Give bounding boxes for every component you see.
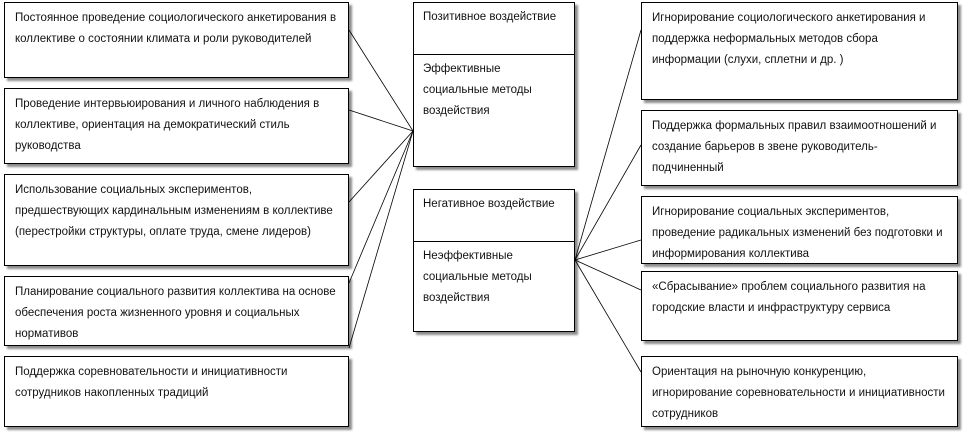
connector-line — [575, 260, 641, 372]
right-box-ignore-survey — [641, 2, 958, 100]
right-box-formal-rules — [641, 110, 958, 186]
right-box-shifting-problems — [641, 271, 958, 341]
right-box-ignore-experiments — [641, 196, 958, 264]
connector-line — [349, 30, 413, 131]
connector-line — [349, 131, 413, 348]
left-box-text: Поддержка соревновательности и инициативности сотрудников накопленных традиций — [15, 366, 288, 399]
right-box-text: Поддержка формальных правил взаимоотношений и создание барьеров в звене руководитель-подчиненный — [652, 120, 937, 174]
center-box-negative — [413, 189, 575, 332]
connector-line — [349, 131, 413, 283]
right-box-text: Ориентация на рыночную конкуренцию, игнорирование соревновательности и инициативности сотрудников — [652, 366, 945, 420]
left-box-experiments — [4, 174, 349, 266]
left-box-interview — [4, 88, 349, 164]
right-box-text: Игнорирование социальных экспериментов, проведение радикальных изменений без подготовки и информирования коллектива — [652, 206, 943, 260]
connector-line — [349, 110, 413, 131]
left-box-competition — [4, 356, 349, 427]
left-box-planning — [4, 276, 349, 346]
connector-line — [575, 30, 641, 260]
left-box-text: Проведение интервьюирования и личного наблюдения в коллективе, ориентация на демократический стиль руководства — [15, 98, 320, 152]
connector-line — [349, 131, 413, 202]
left-box-text: Планирование социального развития коллектива на основе обеспечения роста жизненного уровня и социальных нормативов — [15, 286, 336, 340]
right-box-text: «Сбрасывание» проблем социального развития на городские власти и инфраструктуру сервиса — [652, 281, 926, 314]
right-box-market-competition — [641, 356, 958, 427]
left-box-survey — [4, 2, 349, 78]
left-box-text: Использование социальных экспериментов, предшествующих кардинальным изменениям в коллективе (перестройки структуры, оплате труда, смене лидеров) — [15, 184, 333, 238]
center-box-body: Эффективные социальные методы воздействия — [423, 63, 532, 117]
left-box-text: Постоянное проведение социологического анкетирования в коллективе о состоянии климата и роли руководителей — [15, 12, 337, 45]
center-box-header: Позитивное воздействие — [414, 3, 574, 55]
center-box-body: Неэффективные социальные методы воздействия — [423, 250, 532, 304]
connector-line — [575, 260, 641, 290]
center-box-positive — [413, 2, 575, 167]
center-box-header: Негативное воздействие — [414, 190, 574, 242]
right-box-text: Игнорирование социологического анкетирования и поддержка неформальных методов сбора информации (слухи, сплетни и др. ) — [652, 12, 926, 66]
